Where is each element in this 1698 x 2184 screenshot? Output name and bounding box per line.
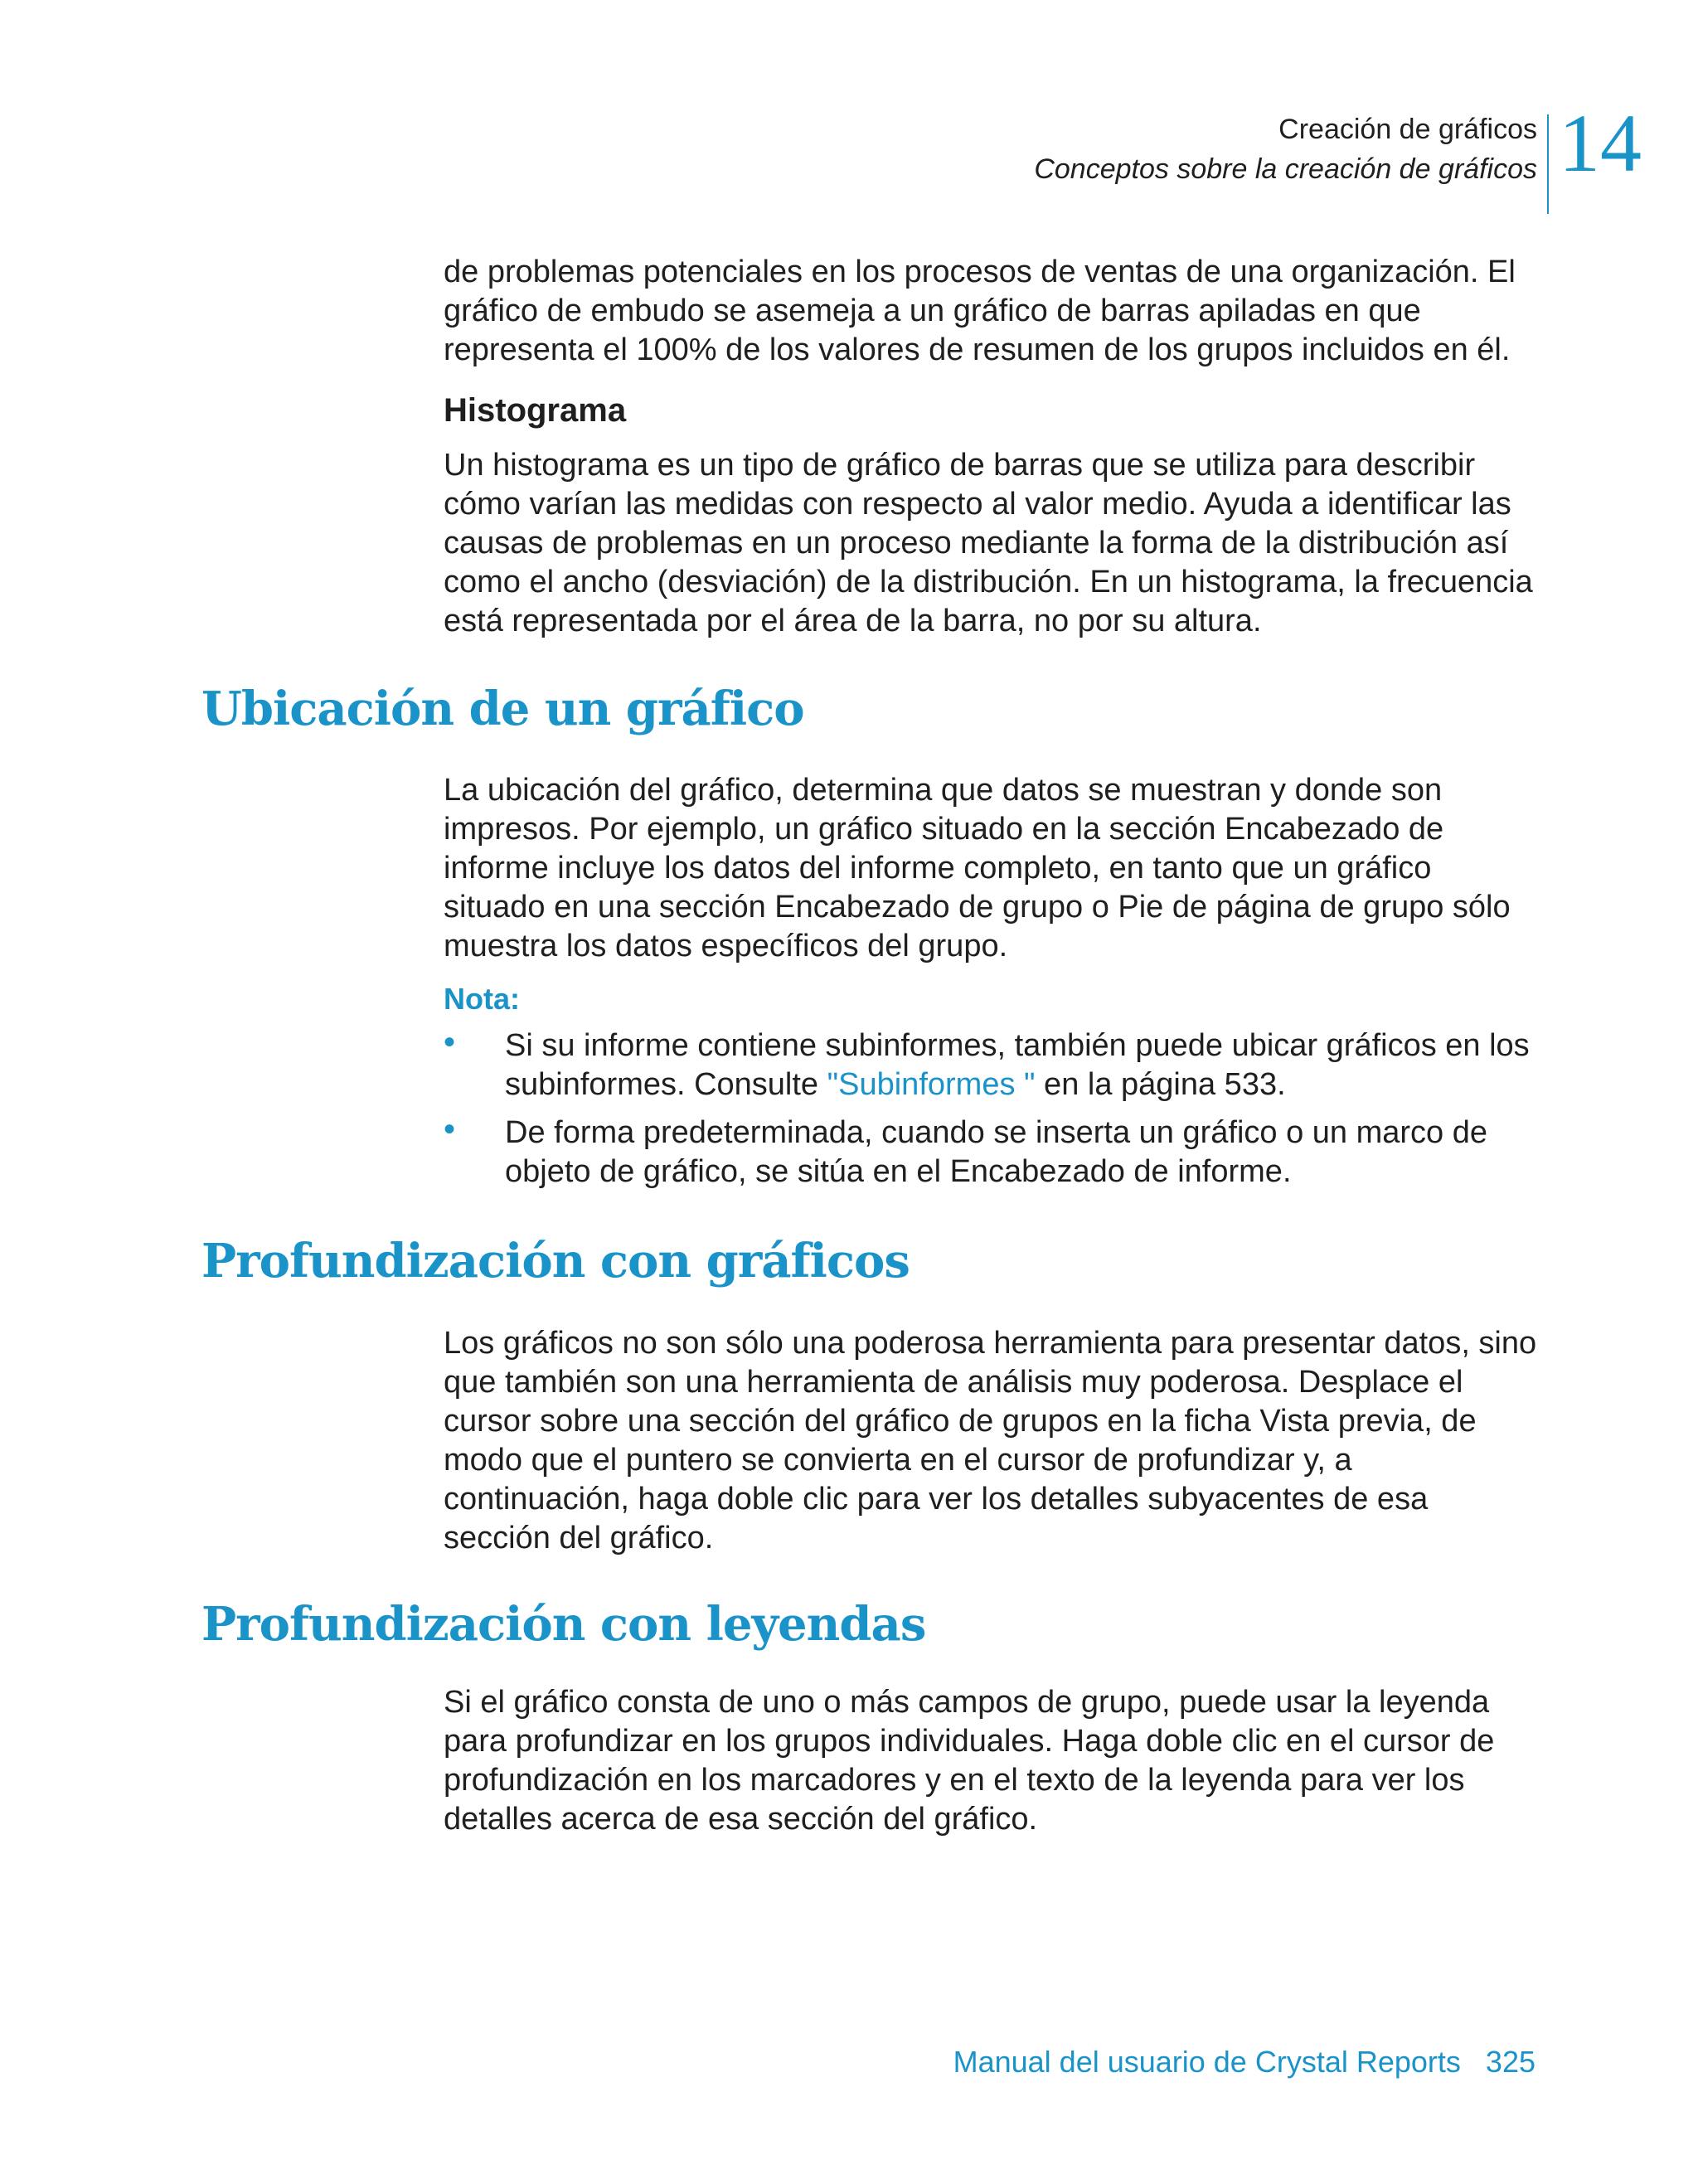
chapter-title: Creación de gráficos <box>1278 114 1537 145</box>
bullet-text: De forma predeterminada, cuando se inserta un gráfico o un marco de objeto de gráfico, se sitúa en el Encabezado de informe. <box>505 1115 1487 1189</box>
header-divider <box>1547 114 1549 214</box>
location-section-title: Ubicación de un gráfico <box>201 682 804 736</box>
location-paragraph: La ubicación del gráfico, determina que datos se muestran y donde son impresos. Por ejemplo, un gráfico situado en la sección Encabezado de informe incluye los datos del informe completo, en tanto que un gráfico situado en una sección Encabezado de grupo o Pie de página de grupo sólo muestra los datos específicos del grupo. <box>444 773 1511 963</box>
page-number: 325 <box>1485 2045 1535 2079</box>
drill-charts-section-title: Profundización con gráficos <box>201 1234 910 1289</box>
page-footer <box>953 2043 1535 2081</box>
section-title: Conceptos sobre la creación de gráficos <box>1034 153 1537 185</box>
histogram-heading: Histograma <box>444 392 627 429</box>
note-label: Nota: <box>444 982 520 1016</box>
bullet-icon: • <box>444 1111 456 1148</box>
drill-legends-section-title: Profundización con leyendas <box>201 1597 926 1652</box>
bullet-text: Si su informe contiene subinformes, también puede ubicar gráficos en los subinformes. Consulte "Subinformes " en la página 533. <box>505 1028 1530 1102</box>
bullet-icon: • <box>444 1024 456 1060</box>
running-header <box>1034 109 1537 189</box>
chapter-number: 14 <box>1559 97 1642 189</box>
intro-paragraph: de problemas potenciales en los procesos de ventas de una organización. El gráfico de embudo se asemeja a un gráfico de barras apiladas en que representa el 100% de los valores de resumen de los grupos incluidos en él. <box>444 255 1516 367</box>
histogram-paragraph: Un histograma es un tipo de gráfico de barras que se utiliza para describir cómo varían las medidas con respecto al valor medio. Ayuda a identificar las causas de problemas en un proceso mediante la forma de la distribución así como el ancho (desviación) de la distribución. En un histograma, la frecuencia está representada por el área de la barra, no por su altura. <box>444 448 1533 638</box>
drill-charts-paragraph: Los gráficos no son sólo una poderosa herramienta para presentar datos, sino que también son una herramienta de análisis muy poderosa. Desplace el cursor sobre una sección del gráfico de grupos en la ficha Vista previa, de modo que el puntero se convierta en el cursor de profundizar y, a continuación, haga doble clic para ver los detalles subyacentes de esa sección del gráfico. <box>444 1326 1537 1555</box>
subinformes-link[interactable]: "Subinformes " <box>827 1067 1036 1102</box>
drill-legends-paragraph: Si el gráfico consta de uno o más campos de grupo, puede usar la leyenda para profundizar en los grupos individuales. Haga doble clic en el cursor de profundización en los marcadores y en el texto de la leyenda para ver los detalles acerca de esa sección del gráfico. <box>444 1685 1495 1837</box>
manual-title: Manual del usuario de Crystal Reports <box>953 2045 1461 2079</box>
